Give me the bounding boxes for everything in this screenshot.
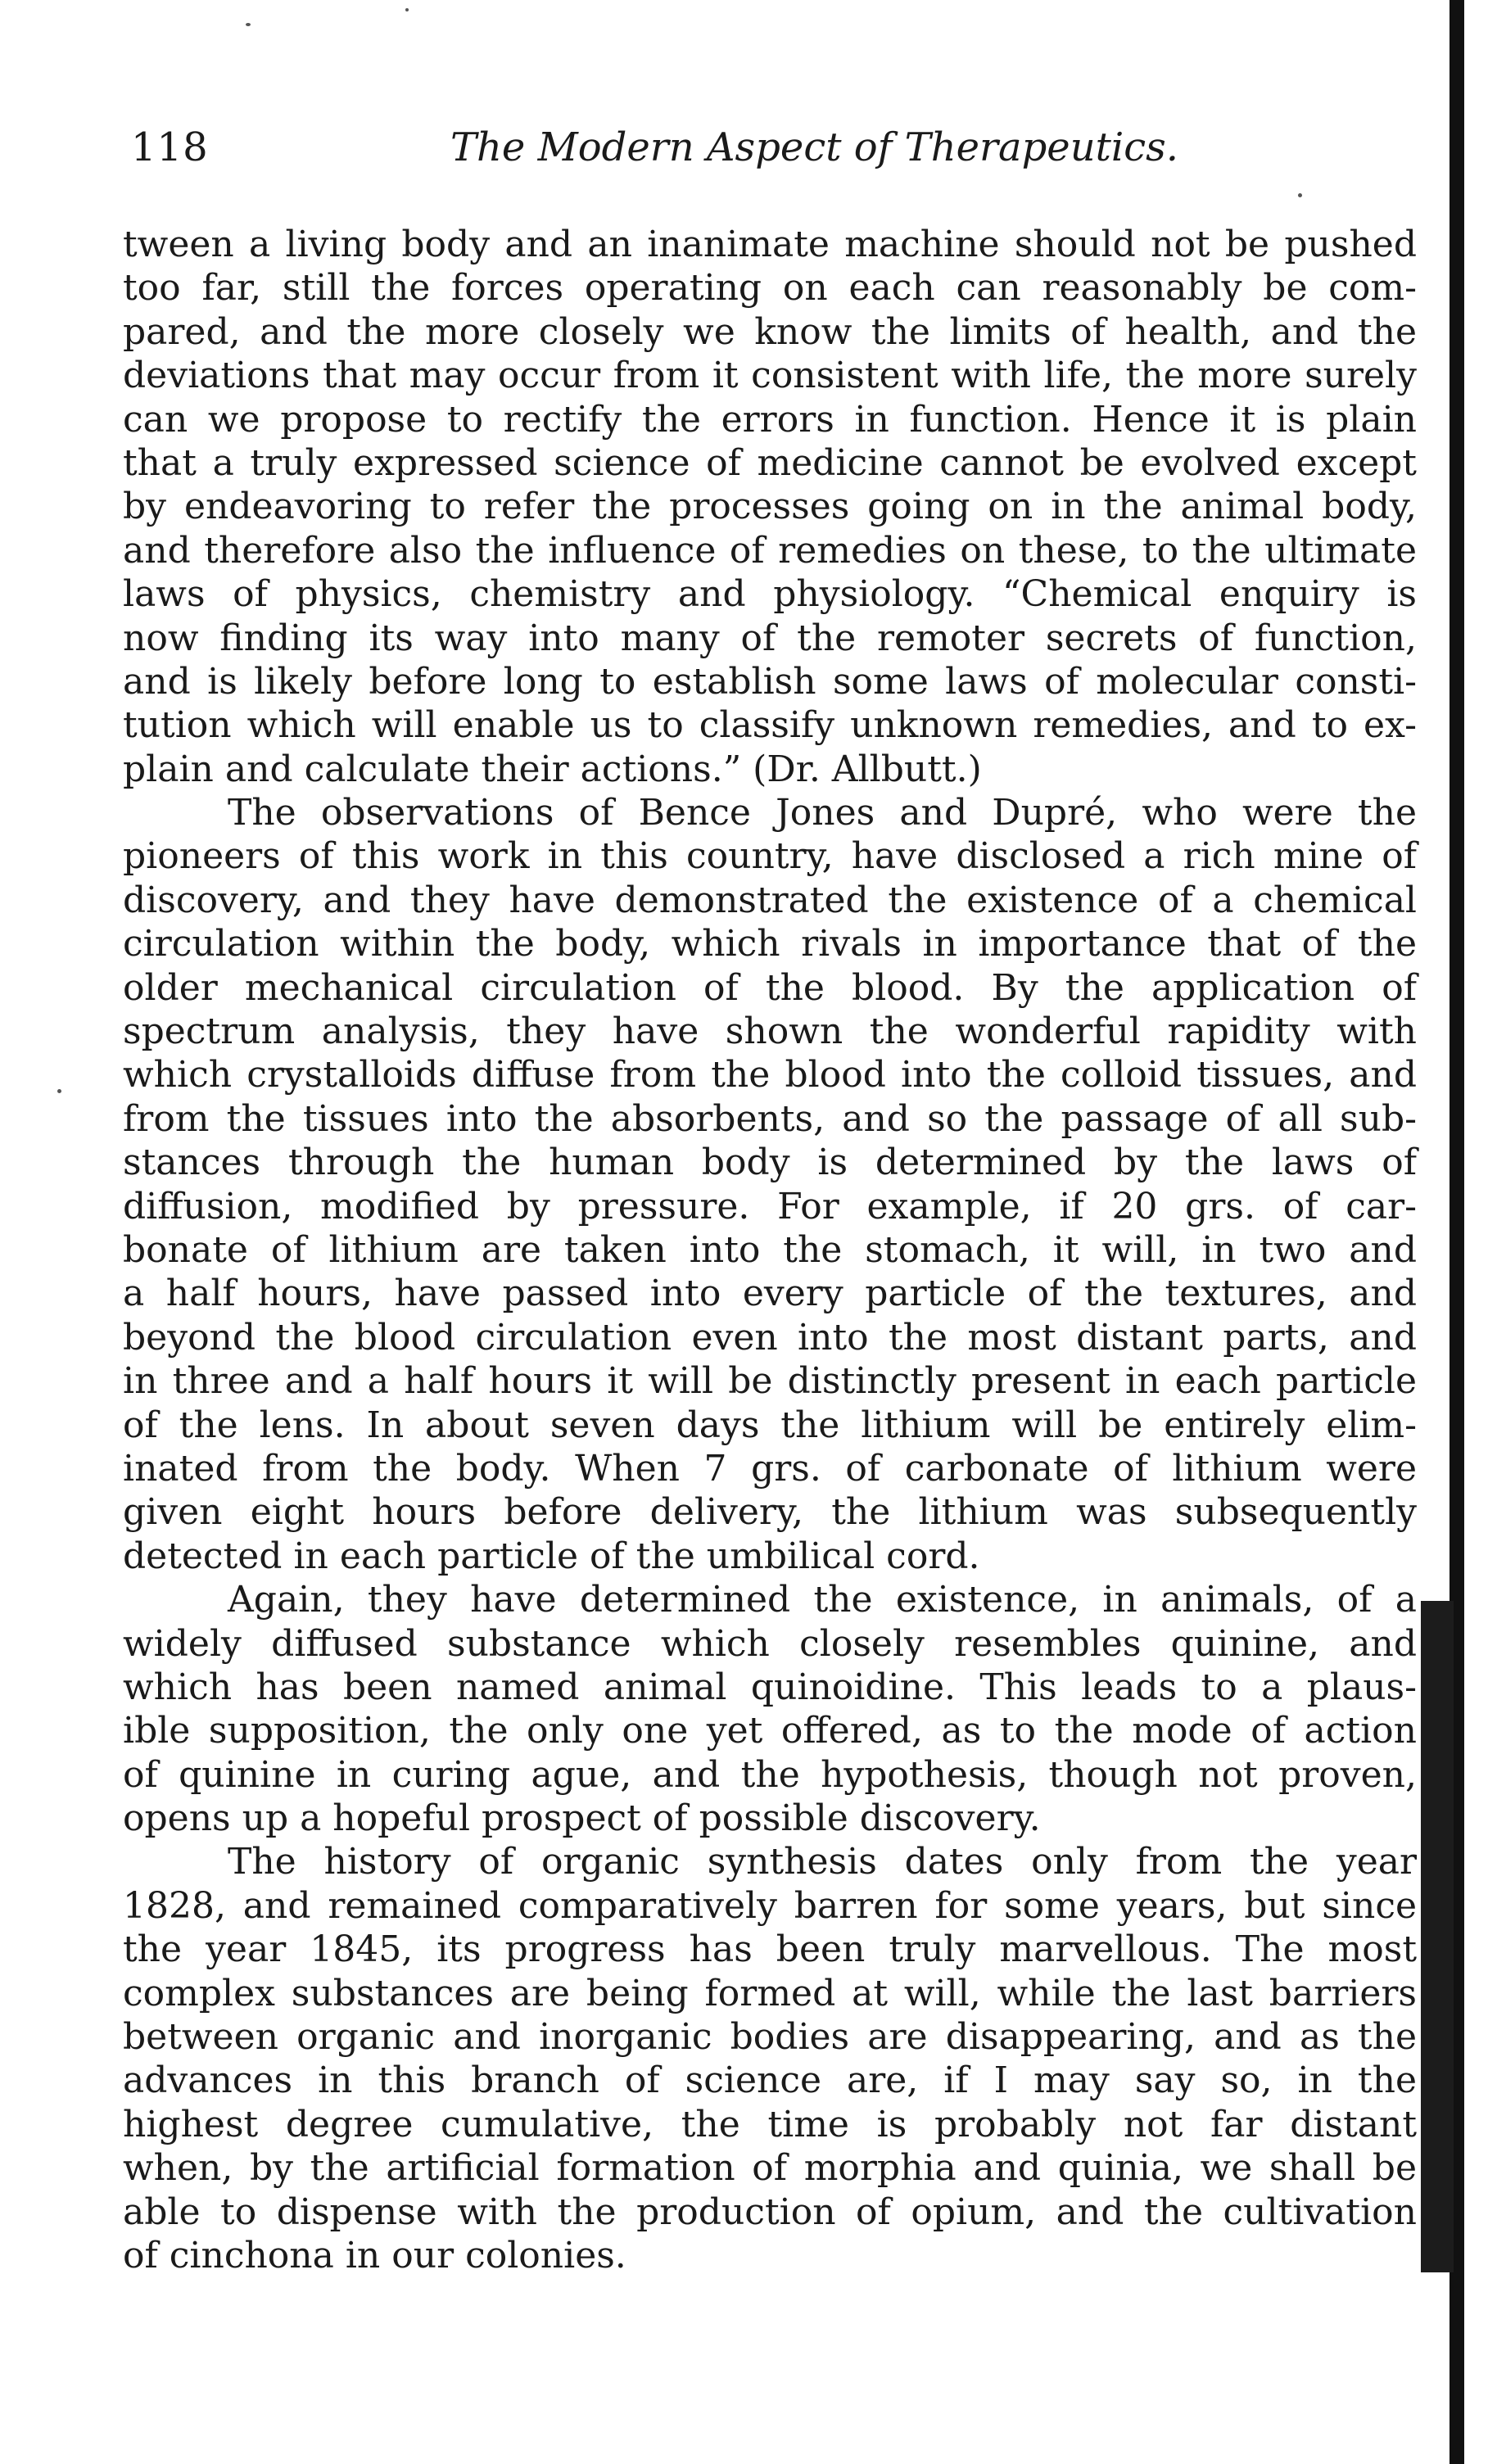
text-line: from the tissues into the absorbents, and so the passage of all sub- (123, 1097, 1417, 1140)
paragraph-first-line: The observations of Bence Jones and Dupré, who were the (228, 792, 1417, 834)
text-line: and therefore also the influence of remedies on these, to the ultimate (123, 529, 1417, 572)
text-line: widely diffused substance which closely resembles quinine, and (123, 1622, 1417, 1665)
text-line: when, by the artificial formation of morphia and quinia, we shall be (123, 2147, 1417, 2190)
text-line: spectrum analysis, they have shown the wonderful rapidity with (123, 1010, 1417, 1053)
scan-margin-shadow (1454, 0, 1464, 115)
text-line: ible supposition, the only one yet offered, as to the mode of action (123, 1710, 1417, 1752)
scan-edge-shadow (1421, 1601, 1454, 2272)
text-line: in three and a half hours it will be distinctly present in each particle (123, 1360, 1417, 1403)
text-line: 1828, and remained comparatively barren for some years, but since (123, 1884, 1417, 1927)
text-line: between organic and inorganic bodies are disappearing, and as the (123, 2016, 1417, 2059)
text-line: deviations that may occur from it consistent with life, the more surely (123, 355, 1417, 397)
text-line: by endeavoring to refer the processes going on in the animal body, (123, 486, 1417, 528)
scan-speck (1298, 193, 1302, 197)
text-line: which has been named animal quinoidine. This leads to a plaus- (123, 1666, 1417, 1708)
text-line: given eight hours before delivery, the lithium was subsequently (123, 1491, 1417, 1534)
text-line: of quinine in curing ague, and the hypothesis, though not proven, (123, 1753, 1417, 1796)
text-line: advances in this branch of science are, if I may say so, in the (123, 2059, 1417, 2102)
text-line: which crystalloids diffuse from the blood into the colloid tissues, and (123, 1054, 1417, 1096)
page-number: 118 (131, 124, 209, 170)
text-line: and is likely before long to establish some laws of molecular consti- (123, 660, 1417, 703)
text-line: pared, and the more closely we know the limits of health, and the (123, 310, 1417, 353)
text-line: inated from the body. When 7 grs. of carbonate of lithium were (123, 1447, 1417, 1490)
running-title: The Modern Aspect of Therapeutics. (450, 124, 1179, 170)
text-line: the year 1845, its progress has been truly marvellous. The most (123, 1928, 1417, 1971)
text-line: tution which will enable us to classify unknown remedies, and to ex- (123, 704, 1417, 747)
text-line: bonate of lithium are taken into the stomach, it will, in two and (123, 1228, 1417, 1271)
text-line: that a truly expressed science of medicine cannot be evolved except (123, 441, 1417, 484)
text-line: highest degree cumulative, the time is probably not far distant (123, 2103, 1417, 2145)
text-line: now finding its way into many of the remoter secrets of function, (123, 617, 1417, 659)
text-line: plain and calculate their actions.” (Dr. Allbutt.) (123, 748, 982, 790)
text-line: older mechanical circulation of the blood. By the application of (123, 966, 1417, 1009)
text-line: opens up a hopeful prospect of possible discovery. (123, 1797, 1041, 1840)
text-line: discovery, and they have demonstrated the existence of a chemical (123, 879, 1417, 921)
text-line: circulation within the body, which rivals in importance that of the (123, 923, 1417, 965)
text-line: beyond the blood circulation even into the most distant parts, and (123, 1316, 1417, 1359)
scan-speck (246, 23, 251, 26)
scan-speck (57, 1089, 61, 1093)
text-line: a half hours, have passed into every particle of the textures, and (123, 1273, 1417, 1315)
text-line: diffusion, modified by pressure. For example, if 20 grs. of car- (123, 1185, 1417, 1227)
text-line: pioneers of this work in this country, have disclosed a rich mine of (123, 835, 1417, 878)
text-line: of the lens. In about seven days the lithium will be entirely elim- (123, 1404, 1417, 1446)
text-line: too far, still the forces operating on each can reasonably be com- (123, 267, 1417, 310)
paragraph-first-line: The history of organic synthesis dates only from the year (228, 1841, 1417, 1883)
text-line: can we propose to rectify the errors in function. Hence it is plain (123, 398, 1417, 441)
scan-speck (405, 8, 409, 11)
text-line: detected in each particle of the umbilical cord. (123, 1535, 980, 1577)
body-text (123, 223, 1417, 2277)
page-header (131, 124, 1409, 190)
text-line: tween a living body and an inanimate machine should not be pushed (123, 224, 1417, 265)
text-line: able to dispense with the production of opium, and the cultivation (123, 2190, 1417, 2233)
text-line: stances through the human body is determined by the laws of (123, 1142, 1417, 1184)
text-line: laws of physics, chemistry and physiology. “Chemical enquiry is (123, 573, 1417, 616)
paragraph-first-line: Again, they have determined the existence, in animals, of a (228, 1579, 1417, 1621)
text-line: complex substances are being formed at will, while the last barriers (123, 1972, 1417, 2014)
text-line: of cinchona in our colonies. (123, 2234, 626, 2276)
